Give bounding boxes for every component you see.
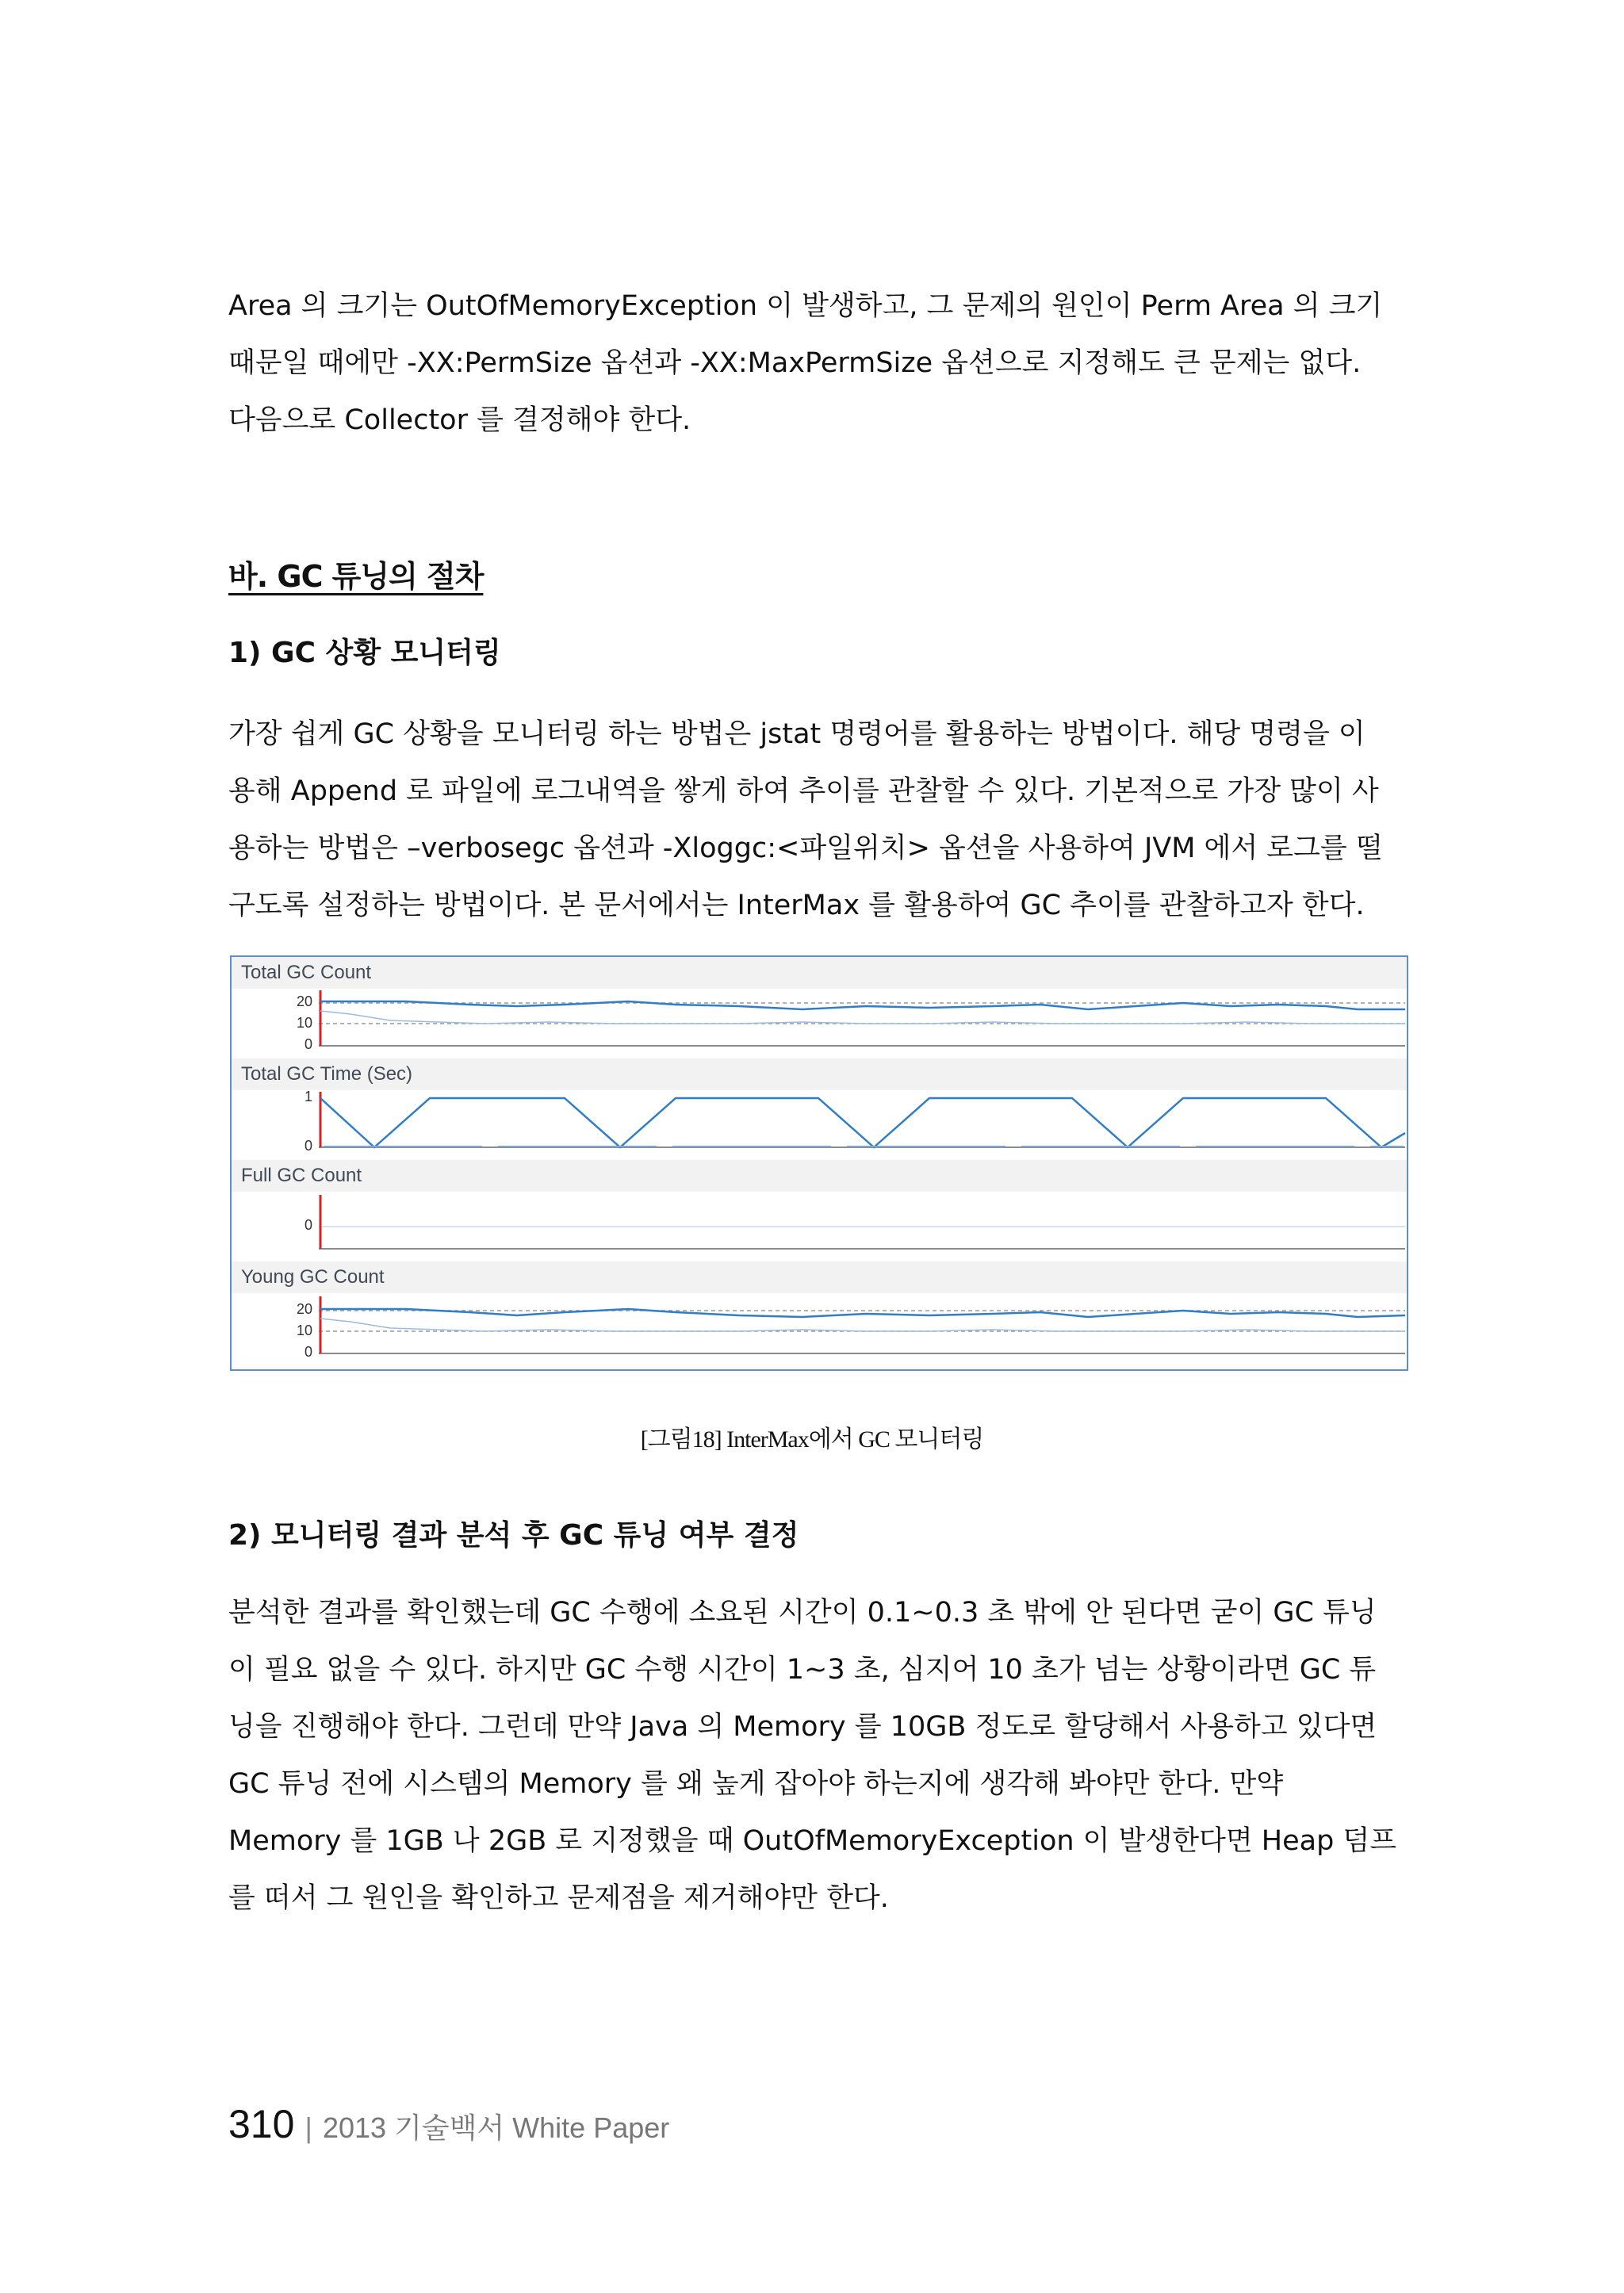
tick-label: 0 [304,1217,312,1233]
intro-paragraph [228,278,1418,449]
tick-label: 1 [304,1089,312,1104]
text-line: Memory 를 1GB 나 2GB 로 지정했을 때 OutOfMemoryException 이 발생한다면 Heap 덤프 [228,1825,1397,1857]
tick-label: 10 [296,1015,312,1031]
full-gc-count-chart [319,1195,1405,1249]
panel-title-total-gc-count: Total GC Count [241,962,372,983]
total-gc-count-chart [319,990,1405,1046]
tick-label: 10 [296,1323,312,1338]
text-line: 닝을 진행해야 한다. 그런데 만약 Java 의 Memory 를 10GB 정도로 할당해서 사용하고 있다면 [228,1711,1377,1743]
gc-charts-graphic [232,957,1407,1369]
text-line: GC 튜닝 전에 시스템의 Memory 를 왜 높게 잡아야 하는지에 생각해 봐야만 한다. 만약 [228,1768,1284,1800]
tick-label: 20 [296,993,312,1009]
page-number: 310 [228,2102,295,2146]
step1-paragraph [228,706,1418,934]
text-line: Area 의 크기는 OutOfMemoryException 이 발생하고, 그 문제의 원인이 Perm Area 의 크기 [228,290,1383,322]
panel-title-total-gc-time: Total GC Time (Sec) [241,1063,413,1085]
tick-label: 0 [304,1344,312,1360]
text-line: 를 떠서 그 원인을 확인하고 문제점을 제거해야만 한다. [228,1882,889,1914]
text-line: 용하는 방법은 –verbosegc 옵션과 -Xloggc:<파일위치> 옵션을 사용하여 JVM 에서 로그를 떨 [228,833,1383,864]
page-footer [228,2101,669,2147]
figure-caption: [그림18] InterMax에서 GC 모니터링 [640,1426,984,1453]
footer-text: 2013 기술백서 White Paper [322,2111,670,2144]
footer-separator: | [304,2111,312,2144]
total-gc-time-chart [319,1092,1405,1147]
panel-title-full-gc-count: Full GC Count [241,1165,362,1186]
text-line: 이 필요 없을 수 있다. 하지만 GC 수행 시간이 1~3 초, 심지어 10 초가 넘는 상황이라면 GC 튜 [228,1654,1377,1686]
tick-label: 20 [296,1301,312,1317]
step2-paragraph [228,1584,1418,1927]
gc-monitoring-figure [230,955,1408,1371]
tick-label: 0 [304,1138,312,1154]
section-title: 바. GC 튜닝의 절차 [228,559,484,594]
step2-title: 2) 모니터링 결과 분석 후 GC 튜닝 여부 결정 [228,1519,799,1552]
panel-title-young-gc-count: Young GC Count [241,1266,385,1288]
text-line: 다음으로 Collector 를 결정해야 한다. [228,404,691,436]
text-line: 구도록 설정하는 방법이다. 본 문서에서는 InterMax 를 활용하여 GC 추이를 관찰하고자 한다. [228,890,1365,921]
text-line: 분석한 결과를 확인했는데 GC 수행에 소요된 시간이 0.1~0.3 초 밖에 안 된다면 굳이 GC 튜닝 [228,1597,1377,1629]
text-line: 가장 쉽게 GC 상황을 모니터링 하는 방법은 jstat 명령어를 활용하는 방법이다. 해당 명령을 이 [228,718,1365,750]
step1-title: 1) GC 상황 모니터링 [228,637,501,669]
tick-label: 0 [304,1036,312,1052]
text-line: 때문일 때에만 -XX:PermSize 옵션과 -XX:MaxPermSize 옵션으로 지정해도 큰 문제는 없다. [228,347,1362,379]
young-gc-count-chart [319,1296,1405,1353]
text-line: 용해 Append 로 파일에 로그내역을 쌓게 하여 추이를 관찰할 수 있다. 기본적으로 가장 많이 사 [228,775,1379,807]
